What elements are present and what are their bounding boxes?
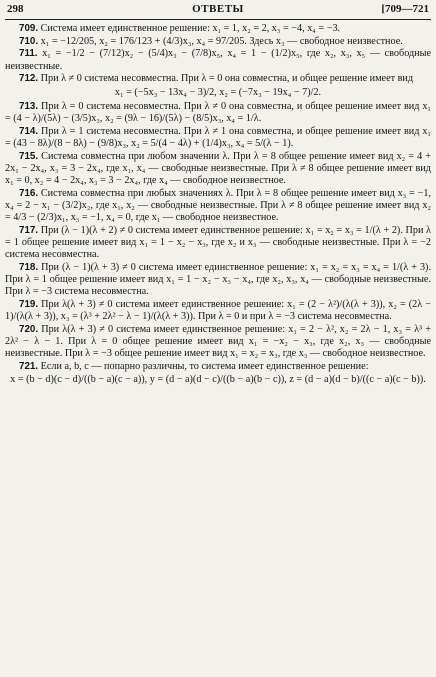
problem-number: 714. — [19, 125, 39, 137]
problem-range: [709—721 — [381, 3, 429, 15]
problem-number: 720. — [19, 323, 39, 335]
answer-text: При λ ≠ 0 система несовместна. При λ = 0 она совместна, и общее решение имеет вид — [40, 73, 414, 85]
answer-text: Если a, b, c — попарно различны, то система имеет единственное решение: — [40, 360, 369, 372]
answer-text: При λ = 1 система несовместна. При λ ≠ 1 она совместна, и общее решение имеет вид x₁ = (43 − 8λ)/(8 − 8λ) − (9/8)x₃, x₂ = 5/(4 − 4λ) + (1/4)x₃, x₄ = 5/(λ − 1). — [5, 125, 431, 149]
answer-paragraph — [5, 101, 431, 125]
answer-text: Система совместна при любом значении λ. При λ = 8 общее решение имеет вид x₂ = 4 + 2x₁ − 2x₄, x₃ = 3 − 2x₄, где x₁, x₄ — свободные неизвестные. При λ ≠ 8 общее решение имеет вид x₁ = 0, x₂ = 4 − 2x₄, x₃ = 3 − 2x₄, где x₄ — свободное неизвестное. — [5, 150, 432, 186]
answer-paragraph — [5, 126, 431, 150]
page-number: 298 — [7, 3, 24, 15]
answer-text: x₁ = −1/2 − (7/12)x₂ − (5/4)x₃ − (7/8)x₅, x₄ = 1 − (1/2)x₅, где x₂, x₃, x₅ — свободные неизвестные. — [5, 48, 431, 72]
answer-paragraph — [5, 48, 431, 72]
answer-text: При (λ − 1)(λ + 2) ≠ 0 система имеет единственное решение: x₁ = x₂ = x₃ = 1/(λ + 2). При λ = 1 общее решение имеет вид x₁ = 1 − x₂ − x₃, где x₂ и x₃ — свободные неизвестные. При λ = −2 система несовместна. — [5, 224, 432, 261]
answer-paragraph — [5, 225, 431, 262]
answer-paragraph — [5, 361, 431, 373]
header-rule — [5, 19, 431, 20]
answer-text: Система совместна при любых значениях λ. При λ = 8 общее решение имеет вид x₃ = −1, x₄ = 2 − x₁ − (3/2)x₂, где x₁, x₂ — свободные неизвестные. При λ ≠ 8 общее решение имеет вид x₂ = 4/3 − (2/3)x₁, x₃ = −1, x₄ = 0, где x₁ — свободное неизвестное. — [5, 187, 431, 224]
answer-paragraph — [5, 188, 431, 225]
answer-text: Система имеет единственное решение: x₁ = 1, x₂ = 2, x₃ = −4, x₄ = −3. — [40, 23, 341, 34]
display-formula: x₁ = (−5x₃ − 13x₄ − 3)/2, x₂ = (−7x₃ − 19x₄ − 7)/2. — [114, 86, 322, 98]
answer-paragraph — [5, 151, 431, 188]
answer-text: При λ(λ + 3) ≠ 0 система имеет единственное решение: x₁ = 2 − λ², x₂ = 2λ − 1, x₃ = λ³ + 2λ² − λ − 1. При λ = 0 общее решение имеет вид x₁ = −x₂ − x₃, где x₂, x₃ — свободные неизвестные. При λ = −3 общее решение имеет вид x₁ = x₂ = x₃, где x₃ — свободное неизвестное. — [5, 323, 431, 360]
problem-number: 721. — [19, 360, 39, 372]
problem-number: 715. — [19, 150, 39, 162]
answer-text: При λ(λ + 3) ≠ 0 система имеет единственное решение: x₁ = (2 − λ²)/(λ(λ + 3)), x₂ = (2λ − 1)/(λ(λ + 3)), x₃ = (λ³ + 2λ² − λ − 1)/(λ(λ + 3)). При λ = 0 и при λ = −3 система несовместна. — [5, 298, 431, 323]
answer-text: При (λ − 1)(λ + 3) ≠ 0 система имеет единственное решение: x₁ = x₂ = x₃ = x₄ = 1/(λ + 3). При λ = 1 общее решение имеет вид x₁ = 1 − x₂ − x₃ − x₄, где x₂, x₃, x₄ — свободные неизвестные. При λ = −3 система несовместна. — [5, 261, 431, 298]
answer-paragraph — [5, 324, 431, 361]
answer-paragraph — [5, 23, 431, 35]
problem-number: 711. — [19, 48, 38, 60]
answer-text: x₁ = −12/205, x₂ = 176/123 + (4/3)x₃, x₄ = 97/205. Здесь x₃ — свободное неизвестное. — [40, 35, 403, 47]
problem-number: 719. — [19, 298, 39, 310]
problem-number: 716. — [19, 187, 39, 199]
display-formula: x = (b − d)(c − d)/((b − a)(c − a)), y = (d − a)(d − c)/((b − a)(b − c)), z = (d − a)(d − b)/((c − a)(c − b)). — [10, 374, 426, 386]
answer-paragraph — [5, 299, 431, 323]
problem-number: 718. — [19, 261, 39, 273]
answer-text: При λ = 0 система несовместна. При λ ≠ 0 она совместна, и общее решение имеет вид x₁ = (4 − λ)/(5λ) − (3/5)x₃, x₂ = (9λ − 16)/(5λ) − (8/5)x₃, x₄ = 1/λ. — [5, 100, 431, 124]
problem-number: 713. — [19, 100, 39, 112]
problem-number: 712. — [19, 73, 39, 85]
problem-number: 709. — [19, 23, 39, 34]
answers-body — [5, 23, 431, 386]
answer-paragraph — [5, 36, 431, 48]
page-header — [5, 3, 431, 17]
answer-paragraph — [5, 262, 431, 299]
problem-number: 710. — [19, 35, 39, 47]
problem-number: 717. — [19, 224, 39, 236]
answer-paragraph — [5, 73, 431, 85]
running-title: ОТВЕТЫ — [192, 3, 244, 15]
